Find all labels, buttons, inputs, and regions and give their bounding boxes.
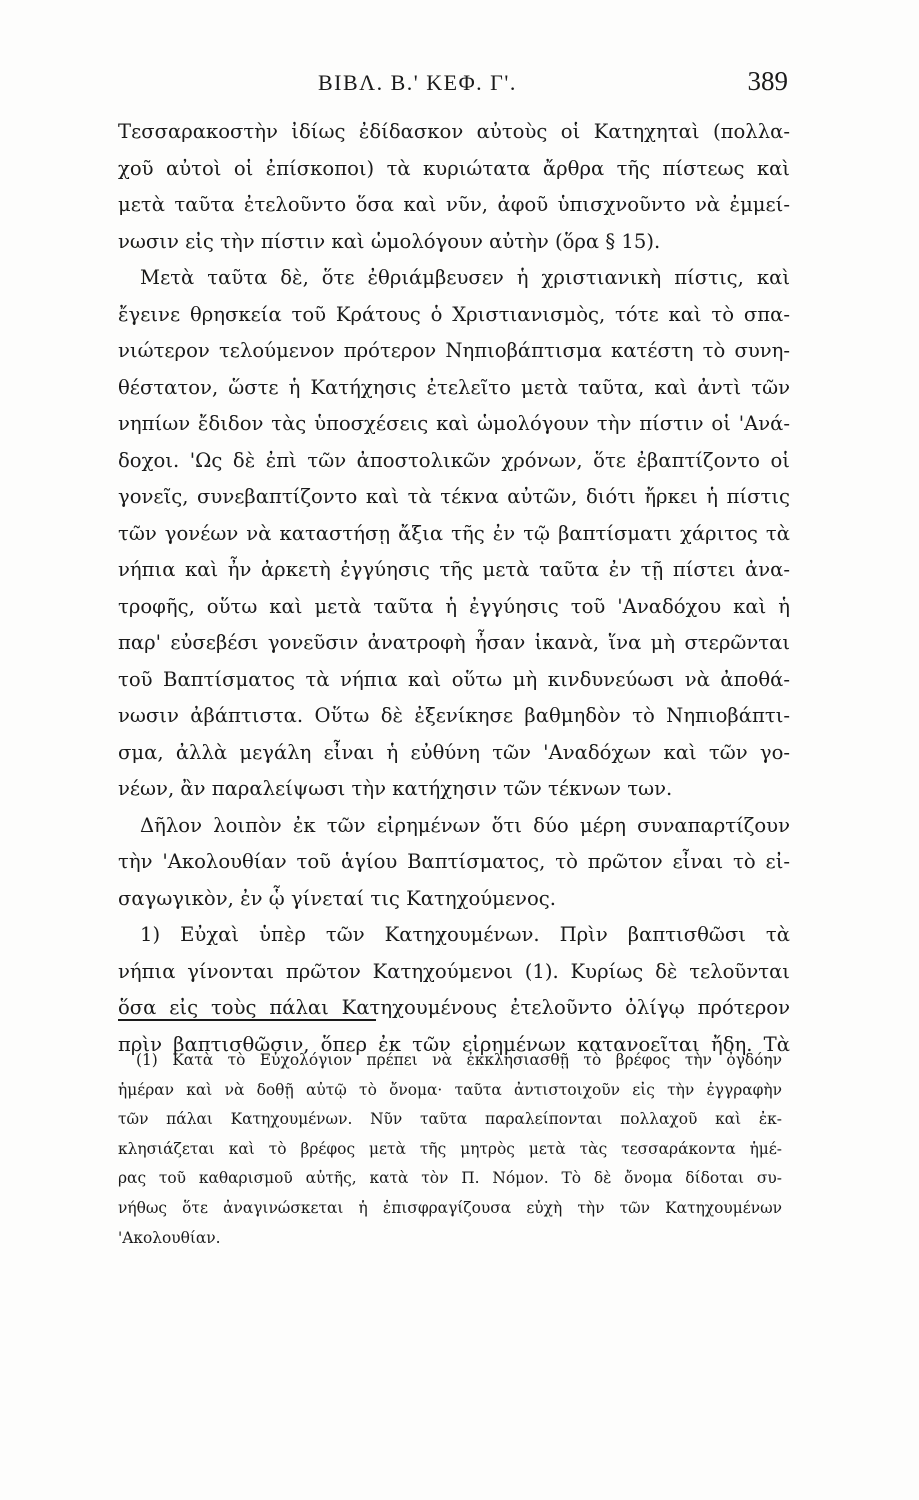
text-line: ἔγεινε θρησκεία τοῦ Κράτους ὁ Χριστιανισμὸς, τότε καὶ τὸ σπα- (118, 302, 790, 326)
footnote-line: 'Ακολουθίαν. (118, 1228, 221, 1247)
text-line: παρ' εὐσεβέσι γονεῦσιν ἀνατροφὴ ἦσαν ἱκανὰ, ἵνα μὴ στερῶνται (118, 631, 790, 654)
footnote-line: ἡμέραν καὶ νὰ δοθῇ αὐτῷ τὸ ὄνομα· ταῦτα ἀντιστοιχοῦν εἰς τὴν ἐγγραφὴν (118, 1080, 782, 1099)
footnote-line: νήθως ὅτε ἀναγινώσκεται ἡ ἐπισφραγίζουσα εὐχὴ τὴν τῶν Κατηχουμένων (118, 1198, 782, 1217)
text-line: τὴν 'Ακολουθίαν τοῦ ἁγίου Βαπτίσματος, τὸ πρῶτον εἶναι τὸ εἰ- (118, 850, 790, 873)
text-line: Δῆλον λοιπὸν ἐκ τῶν εἰρημένων ὅτι δύο μέρη συναπαρτίζουν (140, 813, 790, 837)
text-line: ὅσα εἰς τοὺς πάλαι Κατηχουμένους ἐτελοῦντο ὀλίγῳ πρότερον (118, 996, 790, 1019)
footnote-line: τῶν πάλαι Κατηχουμένων. Νῦν ταῦτα παραλείπονται πολλαχοῦ καὶ ἐκ- (118, 1110, 782, 1129)
text-line: Τεσσαρακοστὴν ἰδίως ἐδίδασκον αὐτοὺς οἱ Κατηχηταὶ (πολλα- (118, 120, 790, 143)
text-line: νιώτερον τελούμενον πρότερον Νηπιοβάπτισμα κατέστη τὸ συνη- (118, 339, 790, 362)
text-line: νωσιν εἰς τὴν πίστιν καὶ ὡμολόγουν αὐτὴν (ὅρα § 15). (118, 229, 661, 253)
page-header (118, 66, 788, 106)
text-line: δοχοι. 'Ως δὲ ἐπὶ τῶν ἀποστολικῶν χρόνων, ὅτε ἐβαπτίζοντο οἱ (118, 448, 790, 472)
text-line: νήπια καὶ ἦν ἀρκετὴ ἐγγύησις τῆς μετὰ ταῦτα ἐν τῇ πίστει ἀνα- (118, 558, 790, 581)
text-line: νήπια γίνονται πρῶτον Κατηχούμενοι (1). Κυρίως δὲ τελοῦνται (118, 959, 790, 983)
text-line: πρὶν βαπτισθῶσιν, ὅπερ ἐκ τῶν εἰρημένων κατανοεῖται ἤδη. Τὰ (118, 1032, 790, 1056)
footnote-line: ρας τοῦ καθαρισμοῦ αὐτῆς, κατὰ τὸν Π. Νόμον. Τὸ δὲ ὄνομα δίδοται συ- (118, 1169, 782, 1188)
text-line: νέων, ἂν παραλείψωσι τὴν κατήχησιν τῶν τέκνων των. (118, 777, 673, 800)
footnote (118, 1046, 782, 1253)
footnote-divider (118, 1019, 376, 1021)
running-head: ΒΙΒΛ. Β.' ΚΕΦ. Γ'. (318, 70, 517, 95)
text-line: τροφῆς, οὕτω καὶ μετὰ ταῦτα ἡ ἐγγύησις τοῦ 'Αναδόχου καὶ ἡ (118, 594, 790, 618)
text-line: νηπίων ἔδιδον τὰς ὑποσχέσεις καὶ ὡμολόγουν τὴν πίστιν οἱ 'Ανά- (118, 412, 790, 435)
section-heading-line: 1) Εὐχαὶ ὑπὲρ τῶν Κατηχουμένων. Πρὶν βαπτισθῶσι τὰ (140, 923, 790, 946)
text-line: Μετὰ ταῦτα δὲ, ὅτε ἐθριάμβευσεν ἡ χριστιανικὴ πίστις, καὶ (140, 266, 790, 289)
text-line: χοῦ αὐτοὶ οἱ ἐπίσκοποι) τὰ κυριώτατα ἄρθρα τῆς πίστεως καὶ (118, 156, 790, 180)
page-number: 389 (747, 66, 788, 96)
text-line: σμα, ἀλλὰ μεγάλη εἶναι ἡ εὐθύνη τῶν 'Αναδόχων καὶ τῶν γο- (118, 740, 790, 764)
footnote-line: (1) Κατὰ τὸ Εὐχολόγιον πρέπει νὰ ἐκκλησιασθῇ τὸ βρέφος τὴν ὀγδόην (136, 1051, 782, 1069)
text-line: νωσιν ἀβάπτιστα. Οὕτω δὲ ἐξενίκησε βαθμηδὸν τὸ Νηπιοβάπτι- (118, 704, 790, 727)
text-line: τοῦ Βαπτίσματος τὰ νήπια καὶ οὕτω μὴ κινδυνεύωσι νὰ ἀποθά- (118, 667, 790, 691)
text-line: θέστατον, ὥστε ἡ Κατήχησις ἐτελεῖτο μετὰ ταῦτα, καὶ ἀντὶ τῶν (118, 375, 790, 399)
text-line: σαγωγικὸν, ἐν ᾧ γίνεταί τις Κατηχούμενος. (118, 886, 556, 910)
text-line: τῶν γονέων νὰ καταστήσῃ ἄξια τῆς ἐν τῷ βαπτίσματι χάριτος τὰ (118, 521, 790, 545)
text-line: γονεῖς, συνεβαπτίζοντο καὶ τὰ τέκνα αὐτῶν, διότι ἤρκει ἡ πίστις (118, 485, 790, 508)
main-text (118, 114, 790, 1063)
footnote-line: κλησιάζεται καὶ τὸ βρέφος μετὰ τῆς μητρὸς μετὰ τὰς τεσσαράκοντα ἡμέ- (118, 1139, 782, 1158)
text-line: μετὰ ταῦτα ἐτελοῦντο ὅσα καὶ νῦν, ἀφοῦ ὑπισχνοῦντο νὰ ἐμμεί- (118, 193, 790, 216)
